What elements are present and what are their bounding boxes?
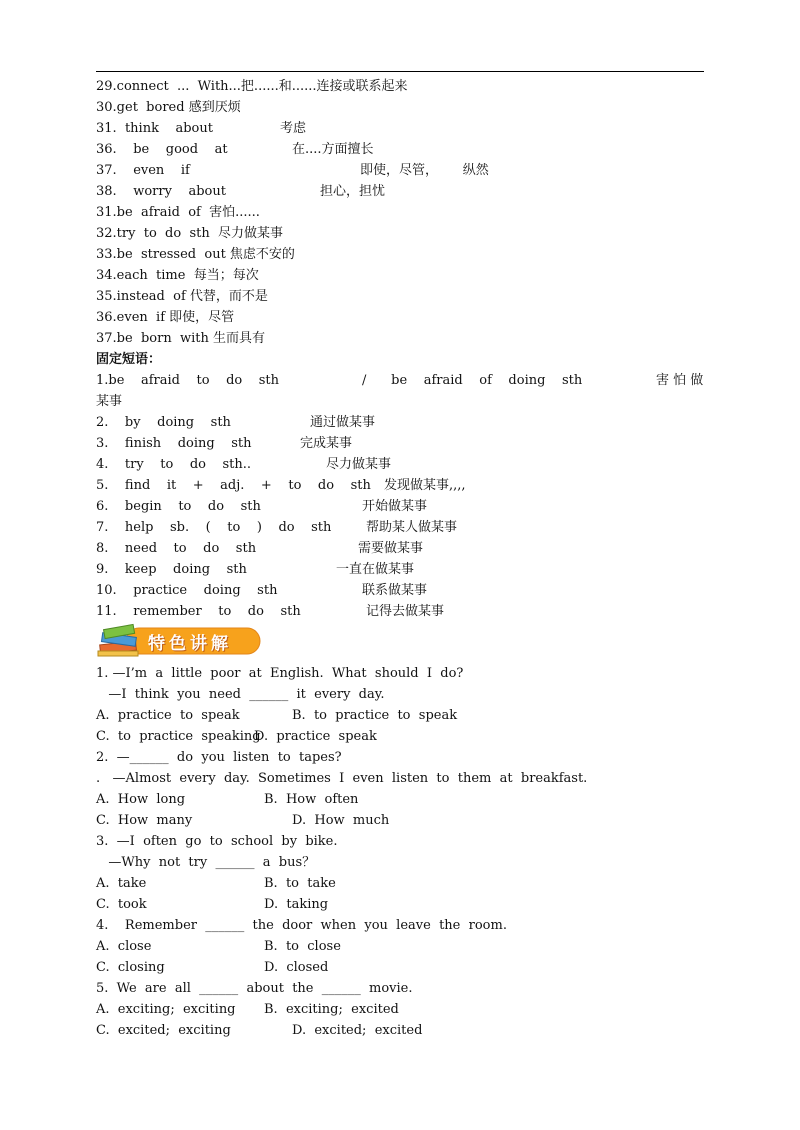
q3-options-ab bbox=[96, 876, 704, 892]
phrase-meaning: 发现做某事,,,, bbox=[384, 478, 466, 493]
option-d: D. How much bbox=[292, 813, 390, 828]
phrase-line-10 bbox=[96, 583, 704, 599]
phrase-line-11 bbox=[96, 604, 704, 620]
vocab-line-31a bbox=[96, 121, 704, 137]
option-a: A. How long bbox=[96, 792, 186, 807]
option-c: C. closing bbox=[96, 960, 165, 975]
vocab-line-37a bbox=[96, 163, 704, 179]
books-icon bbox=[98, 624, 138, 656]
banner-title: 特色讲解 bbox=[148, 634, 232, 654]
vocab-line-35: 35.instead of 代替，而不是 bbox=[96, 289, 268, 304]
q2-options-cd bbox=[96, 813, 704, 829]
phrase-line-7 bbox=[96, 520, 704, 536]
phrase-line-5 bbox=[96, 478, 704, 494]
q3-options-cd bbox=[96, 897, 704, 913]
phrase-term: 8. need to do sth bbox=[96, 541, 257, 556]
phrase-meaning: 通过做某事 bbox=[310, 415, 376, 430]
phrase-line-1-cont: 某事 bbox=[96, 394, 123, 409]
option-d: D. practice speak bbox=[254, 729, 377, 744]
phrase-term: 5. find it + adj. + to do sth bbox=[96, 478, 371, 493]
q4-options-ab bbox=[96, 939, 704, 955]
vocab-term: 36. be good at bbox=[96, 142, 228, 157]
q4-options-cd bbox=[96, 960, 704, 976]
vocab-term: 38. worry about bbox=[96, 184, 226, 199]
phrase-meaning: 记得去做某事 bbox=[366, 604, 445, 619]
phrase-term: 2. by doing sth bbox=[96, 415, 231, 430]
phrase-meaning: 需要做某事 bbox=[358, 541, 424, 556]
phrase-line-4 bbox=[96, 457, 704, 473]
phrase-meaning: 开始做某事 bbox=[362, 499, 428, 514]
vocab-meaning: 考虑 bbox=[280, 121, 307, 136]
header-rule bbox=[96, 71, 704, 72]
vocab-meaning: 即使，尽管， 纵然 bbox=[360, 163, 489, 178]
phrase-meaning: 害 怕 做 bbox=[656, 373, 704, 388]
phrase-term: 9. keep doing sth bbox=[96, 562, 247, 577]
vocab-line-31b: 31.be afraid of 害怕...... bbox=[96, 205, 260, 220]
phrase-meaning: 完成某事 bbox=[300, 436, 353, 451]
vocab-line-33: 33.be stressed out 焦虑不安的 bbox=[96, 247, 295, 262]
phrase-term: 11. remember to do sth bbox=[96, 604, 301, 619]
phrase-line-6 bbox=[96, 499, 704, 515]
option-c: C. took bbox=[96, 897, 147, 912]
option-c: C. How many bbox=[96, 813, 193, 828]
vocab-meaning: 生而具有 bbox=[213, 331, 266, 346]
option-d: D. excited; excited bbox=[292, 1023, 423, 1038]
vocab-line-32: 32.try to do sth 尽力做某事 bbox=[96, 226, 283, 241]
phrase-meaning: 帮助某人做某事 bbox=[366, 520, 458, 535]
option-b: B. How often bbox=[264, 792, 359, 807]
phrase-line-1 bbox=[96, 373, 704, 389]
phrase-meaning: 一直在做某事 bbox=[336, 562, 415, 577]
feature-banner bbox=[96, 623, 262, 659]
phrase-line-8 bbox=[96, 541, 704, 557]
q1-options-ab bbox=[96, 708, 704, 724]
q4-stem: 4. Remember ______ the door when you leave the room. bbox=[96, 918, 507, 933]
option-b: B. exciting; excited bbox=[264, 1002, 399, 1017]
q5-stem: 5. We are all ______ about the ______ movie. bbox=[96, 981, 413, 996]
vocab-line-29: 29.connect ... With...把......和......连接或联系起来 bbox=[96, 79, 408, 94]
phrase-term-alt: / be afraid of doing sth bbox=[362, 373, 583, 388]
phrase-term: 3. finish doing sth bbox=[96, 436, 252, 451]
q2-stem: 2. —______ do you listen to tapes? bbox=[96, 750, 342, 765]
phrase-line-9 bbox=[96, 562, 704, 578]
q3-reply: —Why not try ______ a bus？ bbox=[96, 855, 316, 870]
vocab-term: 37.be born with bbox=[96, 331, 209, 346]
option-a: A. exciting; exciting bbox=[96, 1002, 236, 1017]
option-a: A. practice to speak bbox=[96, 708, 240, 723]
option-c: C. excited; exciting bbox=[96, 1023, 231, 1038]
option-b: B. to practice to speak bbox=[292, 708, 458, 723]
q5-options-cd bbox=[96, 1023, 704, 1039]
vocab-line-36a bbox=[96, 142, 704, 158]
option-a: A. take bbox=[96, 876, 147, 891]
vocab-meaning: 在....方面擅长 bbox=[292, 142, 374, 157]
vocab-line-30: 30.get bored 感到厌烦 bbox=[96, 100, 241, 115]
q3-stem: 3. —I often go to school by bike. bbox=[96, 834, 338, 849]
q1-reply: —I think you need ______ it every day. bbox=[96, 687, 385, 702]
phrase-term: 10. practice doing sth bbox=[96, 583, 278, 598]
option-d: D. closed bbox=[264, 960, 329, 975]
q1-stem: 1. —I’m a little poor at English. What should I do? bbox=[96, 666, 464, 681]
phrase-term: 7. help sb. ( to ) do sth bbox=[96, 520, 332, 535]
vocab-line-37b bbox=[96, 331, 704, 347]
option-d: D. taking bbox=[264, 897, 329, 912]
option-b: B. to take bbox=[264, 876, 336, 891]
option-b: B. to close bbox=[264, 939, 341, 954]
option-c: C. to practice speaking bbox=[96, 729, 261, 744]
vocab-line-34: 34.each time 每当；每次 bbox=[96, 268, 259, 283]
phrase-meaning: 尽力做某事 bbox=[326, 457, 392, 472]
vocab-meaning: 担心，担忧 bbox=[320, 184, 386, 199]
vocab-line-36b: 36.even if 即使，尽管 bbox=[96, 310, 235, 325]
phrase-term: 1.be afraid to do sth bbox=[96, 373, 280, 388]
option-a: A. close bbox=[96, 939, 152, 954]
vocab-term: 37. even if bbox=[96, 163, 190, 178]
vocab-term: 31. think about bbox=[96, 121, 213, 136]
phrase-term: 4. try to do sth.. bbox=[96, 457, 252, 472]
phrase-line-3 bbox=[96, 436, 704, 452]
phrase-line-2 bbox=[96, 415, 704, 431]
q1-options-cd bbox=[96, 729, 704, 745]
phrase-term: 6. begin to do sth bbox=[96, 499, 261, 514]
phrases-heading: 固定短语： bbox=[96, 352, 162, 367]
vocab-line-38a bbox=[96, 184, 704, 200]
q5-options-ab bbox=[96, 1002, 704, 1018]
phrase-meaning: 联系做某事 bbox=[362, 583, 428, 598]
q2-options-ab bbox=[96, 792, 704, 808]
q2-reply: . —Almost every day. Sometimes I even listen to them at breakfast. bbox=[96, 771, 588, 786]
